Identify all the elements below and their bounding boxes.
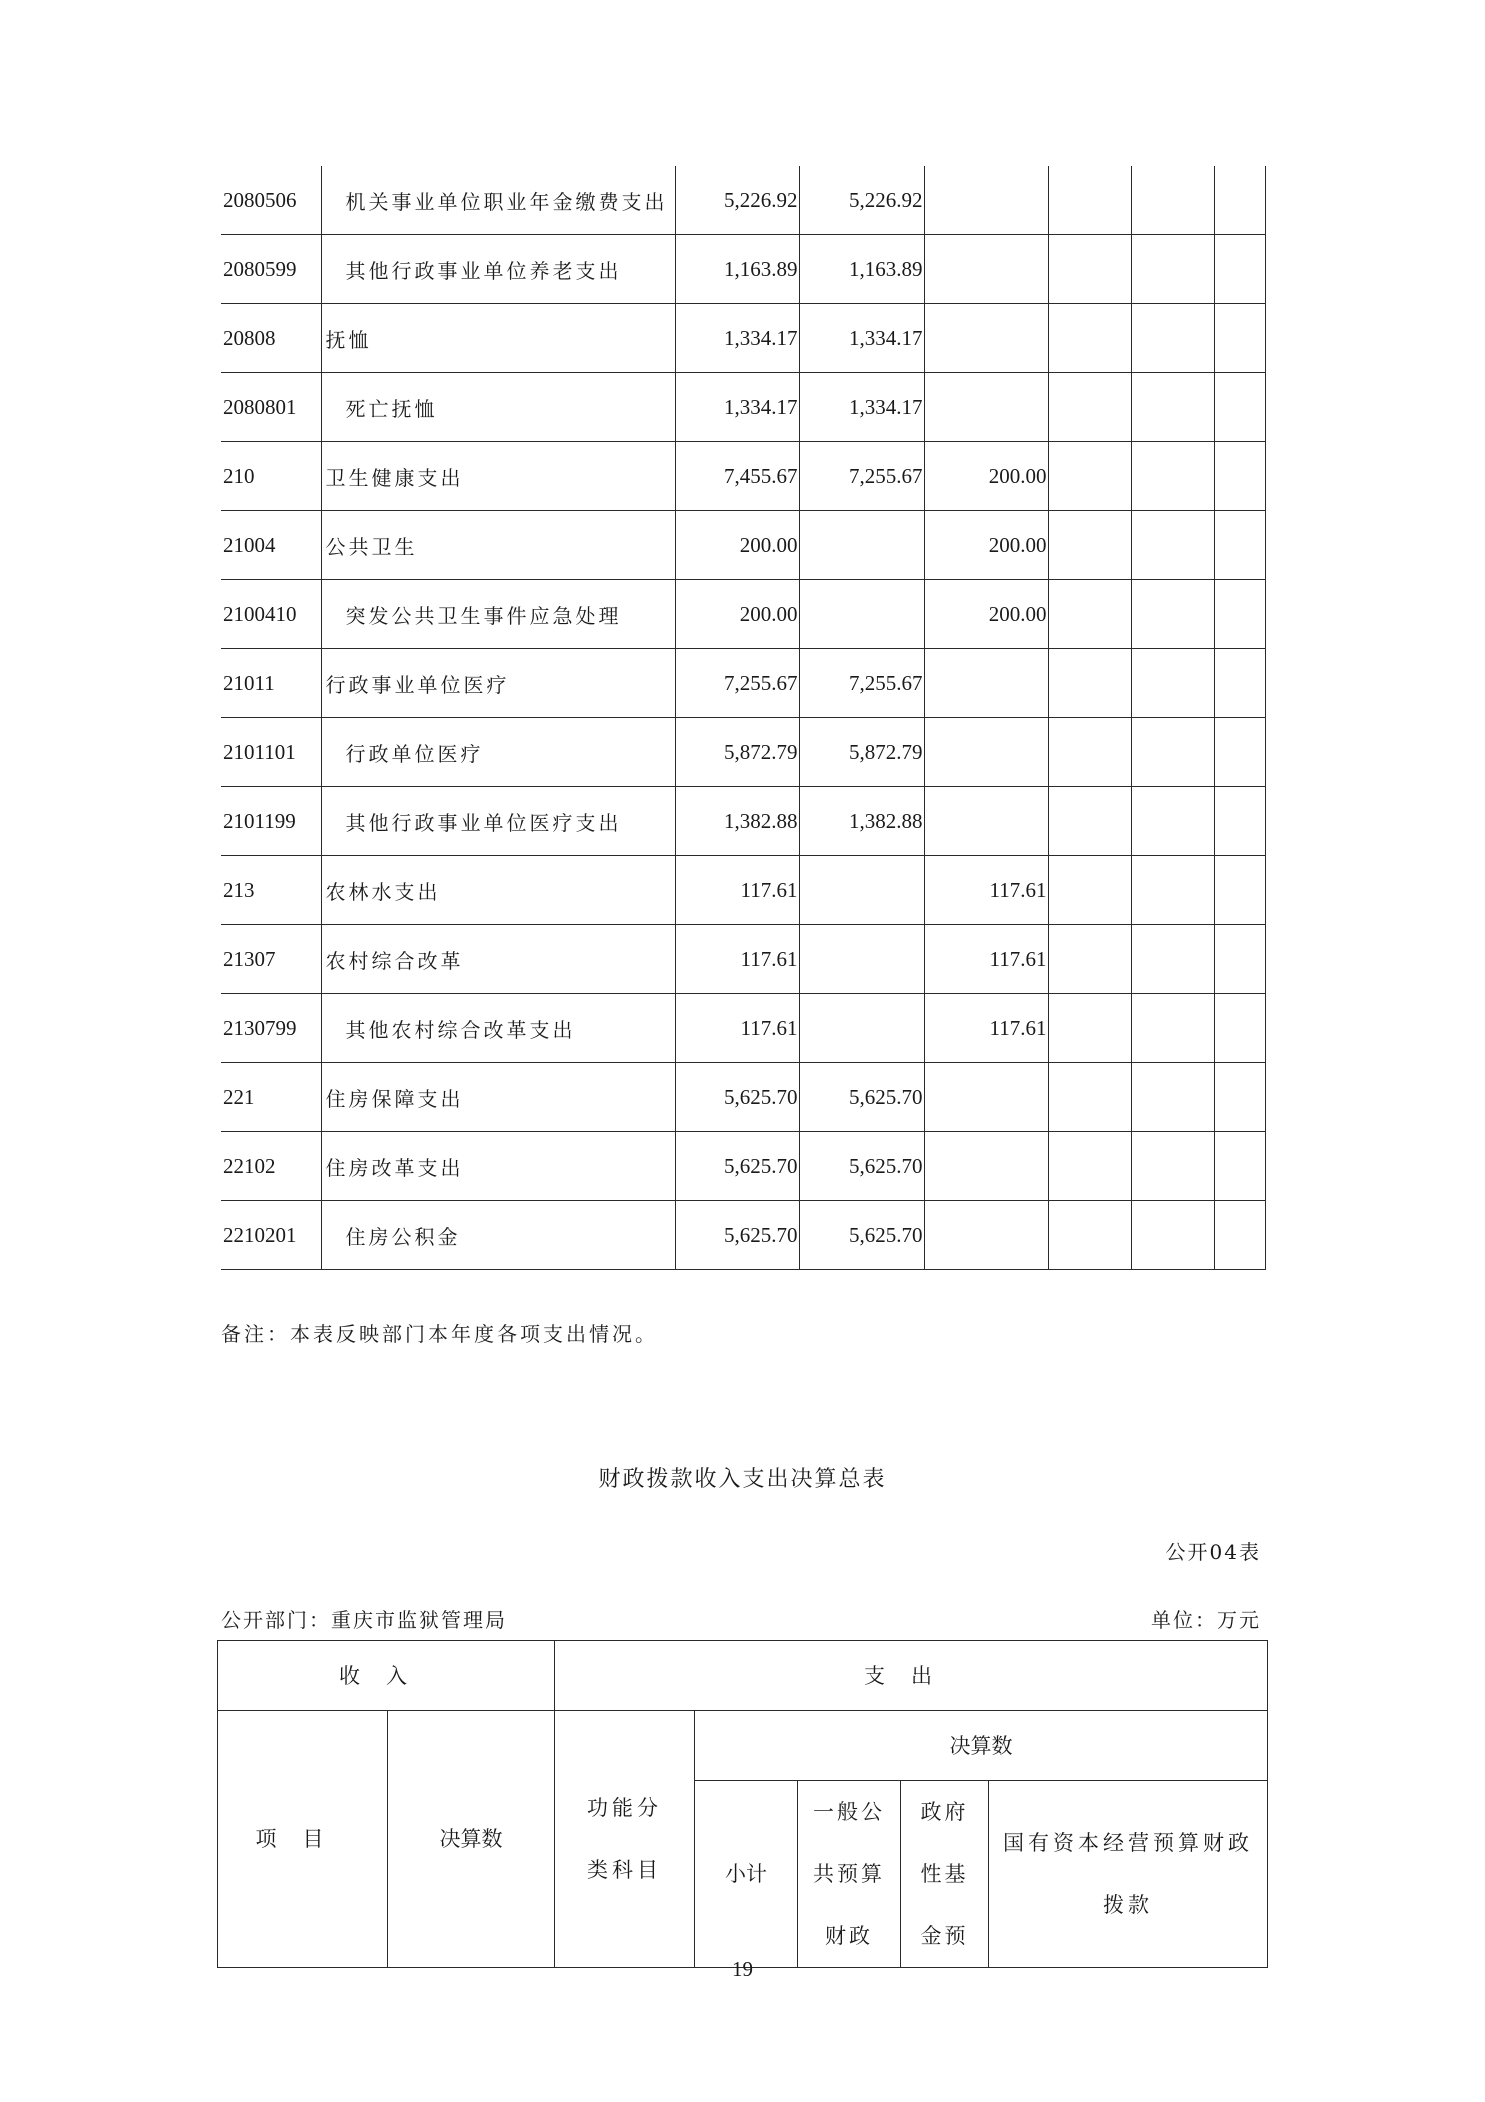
row-code: 210: [221, 442, 321, 511]
summary-header-table: [217, 1640, 1268, 1968]
row-empty-cell: [1214, 1201, 1265, 1270]
row-basic: 1,334.17: [799, 373, 924, 442]
department-label: 公开部门：重庆市监狱管理局: [221, 1608, 507, 1632]
row-empty-cell: [1048, 442, 1131, 511]
row-total: 5,226.92: [675, 166, 799, 235]
row-code: 2080506: [221, 166, 321, 235]
header-expenditure: 支出: [555, 1641, 1268, 1711]
row-name: 行政单位医疗: [321, 718, 675, 787]
row-total: 1,334.17: [675, 304, 799, 373]
row-empty-cell: [1214, 235, 1265, 304]
header-item: 项目: [218, 1711, 388, 1968]
table-row: [221, 235, 1265, 304]
row-code: 221: [221, 1063, 321, 1132]
row-empty-cell: [1048, 925, 1131, 994]
header-functional-category: 功能分类科目: [555, 1711, 695, 1968]
row-total: 7,455.67: [675, 442, 799, 511]
row-empty-cell: [1048, 856, 1131, 925]
row-empty-cell: [1131, 373, 1214, 442]
row-empty-cell: [1214, 304, 1265, 373]
table-row: [221, 1132, 1265, 1201]
row-empty-cell: [1048, 235, 1131, 304]
row-code: 2210201: [221, 1201, 321, 1270]
row-code: 21004: [221, 511, 321, 580]
row-total: 5,625.70: [675, 1063, 799, 1132]
row-empty-cell: [1048, 718, 1131, 787]
row-total: 1,334.17: [675, 373, 799, 442]
row-empty-cell: [1131, 856, 1214, 925]
row-empty-cell: [1131, 1201, 1214, 1270]
table-row: [221, 166, 1265, 235]
row-empty-cell: [1131, 235, 1214, 304]
row-empty-cell: [1131, 511, 1214, 580]
table-row: [221, 373, 1265, 442]
row-project: 117.61: [924, 856, 1048, 925]
row-empty-cell: [1214, 925, 1265, 994]
row-project: [924, 1132, 1048, 1201]
table-row: [221, 994, 1265, 1063]
row-total: 5,625.70: [675, 1201, 799, 1270]
row-basic: 1,382.88: [799, 787, 924, 856]
row-basic: [799, 580, 924, 649]
row-empty-cell: [1131, 649, 1214, 718]
row-empty-cell: [1214, 649, 1265, 718]
row-name: 农村综合改革: [321, 925, 675, 994]
row-project: 200.00: [924, 442, 1048, 511]
row-basic: 5,872.79: [799, 718, 924, 787]
row-code: 213: [221, 856, 321, 925]
row-empty-cell: [1131, 442, 1214, 511]
row-empty-cell: [1048, 1201, 1131, 1270]
row-name: 农林水支出: [321, 856, 675, 925]
row-empty-cell: [1214, 442, 1265, 511]
row-basic: [799, 856, 924, 925]
row-project: 117.61: [924, 925, 1048, 994]
row-code: 2101199: [221, 787, 321, 856]
header-state-capital-budget: 国有资本经营预算财政拨款: [989, 1781, 1268, 1968]
row-name: 住房公积金: [321, 1201, 675, 1270]
row-basic: [799, 925, 924, 994]
row-basic: [799, 994, 924, 1063]
row-project: [924, 787, 1048, 856]
row-project: 200.00: [924, 580, 1048, 649]
row-empty-cell: [1048, 580, 1131, 649]
row-total: 200.00: [675, 511, 799, 580]
row-name: 死亡抚恤: [321, 373, 675, 442]
row-empty-cell: [1214, 856, 1265, 925]
table-row: [221, 511, 1265, 580]
unit-label: 单位：万元: [1151, 1608, 1261, 1632]
row-basic: 5,625.70: [799, 1063, 924, 1132]
row-empty-cell: [1131, 787, 1214, 856]
row-empty-cell: [1131, 1063, 1214, 1132]
row-basic: 1,163.89: [799, 235, 924, 304]
header-subtotal: 小计: [695, 1781, 798, 1968]
row-empty-cell: [1214, 373, 1265, 442]
row-project: [924, 235, 1048, 304]
row-name: 其他行政事业单位医疗支出: [321, 787, 675, 856]
row-empty-cell: [1214, 1063, 1265, 1132]
row-empty-cell: [1131, 1132, 1214, 1201]
row-empty-cell: [1214, 994, 1265, 1063]
row-code: 2101101: [221, 718, 321, 787]
row-empty-cell: [1048, 511, 1131, 580]
row-project: [924, 373, 1048, 442]
row-empty-cell: [1214, 166, 1265, 235]
header-income: 收入: [218, 1641, 555, 1711]
table-row: [221, 1063, 1265, 1132]
row-basic: 7,255.67: [799, 649, 924, 718]
table-note: 备注：本表反映部门本年度各项支出情况。: [221, 1322, 658, 1346]
row-project: [924, 166, 1048, 235]
row-empty-cell: [1214, 1132, 1265, 1201]
row-code: 21011: [221, 649, 321, 718]
row-total: 1,382.88: [675, 787, 799, 856]
row-basic: [799, 511, 924, 580]
row-total: 5,625.70: [675, 1132, 799, 1201]
row-empty-cell: [1048, 304, 1131, 373]
row-name: 行政事业单位医疗: [321, 649, 675, 718]
row-basic: 1,334.17: [799, 304, 924, 373]
row-project: [924, 649, 1048, 718]
row-basic: 5,625.70: [799, 1132, 924, 1201]
expenditure-table: [221, 166, 1266, 1270]
row-name: 突发公共卫生事件应急处理: [321, 580, 675, 649]
row-name: 其他农村综合改革支出: [321, 994, 675, 1063]
row-project: [924, 1063, 1048, 1132]
row-project: 200.00: [924, 511, 1048, 580]
row-empty-cell: [1048, 373, 1131, 442]
table-row: [221, 580, 1265, 649]
row-empty-cell: [1214, 580, 1265, 649]
row-total: 5,872.79: [675, 718, 799, 787]
row-total: 117.61: [675, 925, 799, 994]
row-empty-cell: [1048, 1132, 1131, 1201]
row-total: 7,255.67: [675, 649, 799, 718]
row-name: 住房改革支出: [321, 1132, 675, 1201]
table-row: [221, 649, 1265, 718]
row-name: 住房保障支出: [321, 1063, 675, 1132]
row-empty-cell: [1131, 925, 1214, 994]
row-code: 21307: [221, 925, 321, 994]
table-row: [221, 856, 1265, 925]
row-name: 卫生健康支出: [321, 442, 675, 511]
row-total: 1,163.89: [675, 235, 799, 304]
table-row: [221, 1201, 1265, 1270]
section-title: 财政拨款收入支出决算总表: [598, 1467, 887, 1492]
header-government-fund: 政府性基金预: [901, 1781, 989, 1968]
row-name: 机关事业单位职业年金缴费支出: [321, 166, 675, 235]
row-empty-cell: [1131, 994, 1214, 1063]
row-project: [924, 304, 1048, 373]
row-empty-cell: [1214, 511, 1265, 580]
row-empty-cell: [1214, 787, 1265, 856]
table-row: [221, 304, 1265, 373]
row-empty-cell: [1214, 718, 1265, 787]
row-empty-cell: [1131, 304, 1214, 373]
header-final-amount: 决算数: [388, 1711, 555, 1968]
row-empty-cell: [1048, 166, 1131, 235]
row-code: 2080801: [221, 373, 321, 442]
table-row: [221, 787, 1265, 856]
header-general-public-budget: 一般公共预算财政: [798, 1781, 901, 1968]
row-name: 公共卫生: [321, 511, 675, 580]
row-basic: 7,255.67: [799, 442, 924, 511]
row-project: 117.61: [924, 994, 1048, 1063]
row-code: 2080599: [221, 235, 321, 304]
row-total: 200.00: [675, 580, 799, 649]
row-empty-cell: [1048, 649, 1131, 718]
row-code: 2100410: [221, 580, 321, 649]
row-name: 其他行政事业单位养老支出: [321, 235, 675, 304]
row-code: 20808: [221, 304, 321, 373]
row-empty-cell: [1131, 580, 1214, 649]
row-name: 抚恤: [321, 304, 675, 373]
row-empty-cell: [1131, 166, 1214, 235]
table-number: 公开04表: [1165, 1540, 1261, 1564]
table-row: [221, 718, 1265, 787]
header-final-amount-group: 决算数: [695, 1711, 1268, 1781]
row-code: 2130799: [221, 994, 321, 1063]
row-project: [924, 718, 1048, 787]
row-basic: 5,226.92: [799, 166, 924, 235]
row-total: 117.61: [675, 994, 799, 1063]
table-row: [221, 442, 1265, 511]
row-total: 117.61: [675, 856, 799, 925]
row-empty-cell: [1048, 1063, 1131, 1132]
row-empty-cell: [1048, 994, 1131, 1063]
row-project: [924, 1201, 1048, 1270]
page-number: 19: [732, 1957, 753, 1981]
row-empty-cell: [1048, 787, 1131, 856]
row-empty-cell: [1131, 718, 1214, 787]
row-basic: 5,625.70: [799, 1201, 924, 1270]
table-row: [221, 925, 1265, 994]
row-code: 22102: [221, 1132, 321, 1201]
